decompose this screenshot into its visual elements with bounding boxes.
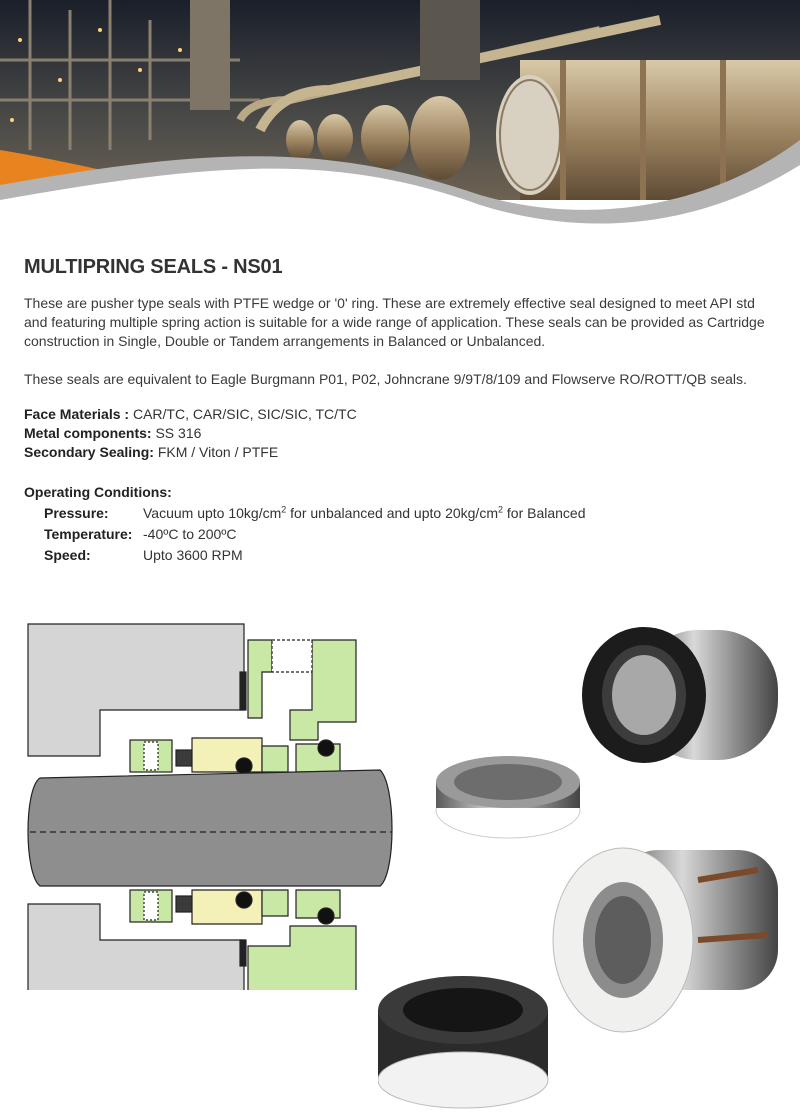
secondary-sealing-value: FKM / Viton / PTFE [157,444,279,460]
upper-housing [28,624,244,756]
stationary-ring-photo [436,756,580,838]
speed-value: Upto 3600 RPM [143,547,243,563]
metal-components-label: Metal components: [24,425,152,441]
seal-cross-section-diagram [0,610,420,990]
temperature-label: Temperature: [44,526,133,542]
speed-row [44,545,586,566]
metal-components-row [24,424,357,443]
lower-gland [248,926,356,990]
page-title: MULTIPRING SEALS - NS01 [24,256,283,278]
description-paragraph: These are pusher type seals with PTFE wedge or '0' ring. These are extremely effective seal designed to meet API std and featuring multiple spring action is suitable for a wide range of application. These seals can be provided as Cartridge construction in Single, Double or Tandem arrangements in Balanced or Unbalanced. [24,295,765,349]
face-materials-row [24,405,357,424]
upper-gland [248,640,272,718]
material-specs [24,405,357,462]
pressure-value: Vacuum upto $10kg/cm^2$ for unbalanced and upto $20kg/cm^2$ for Balanced [143,504,586,521]
metal-components-value: SS 316 [155,425,202,441]
rotary-face-photo [378,976,548,1108]
pressure-label: Pressure: [44,505,109,521]
face-materials-value: CAR/TC, CAR/SIC, SIC/SIC, TC/TC [132,406,357,422]
header-banner [0,0,800,240]
shaft [28,770,392,886]
speed-label: Speed: [44,547,91,563]
face-materials-label: Face Materials : [24,406,130,422]
seal-head-photo [582,627,778,763]
secondary-sealing-label: Secondary Sealing: [24,444,154,460]
secondary-sealing-row [24,443,357,462]
operating-conditions-heading: Operating Conditions: [24,484,172,500]
temperature-value: -40ºC to 200ºC [143,526,237,542]
seal-assembly-photo [553,848,778,1032]
operating-conditions [44,503,586,566]
temperature-row [44,524,586,545]
product-photos [378,610,800,1120]
equivalence-paragraph: These seals are equivalent to Eagle Burgmann P01, P02, Johncrane 9/9T/8/109 and Flowserve RO/ROTT/QB seals. [24,371,747,387]
pressure-row [44,503,586,524]
